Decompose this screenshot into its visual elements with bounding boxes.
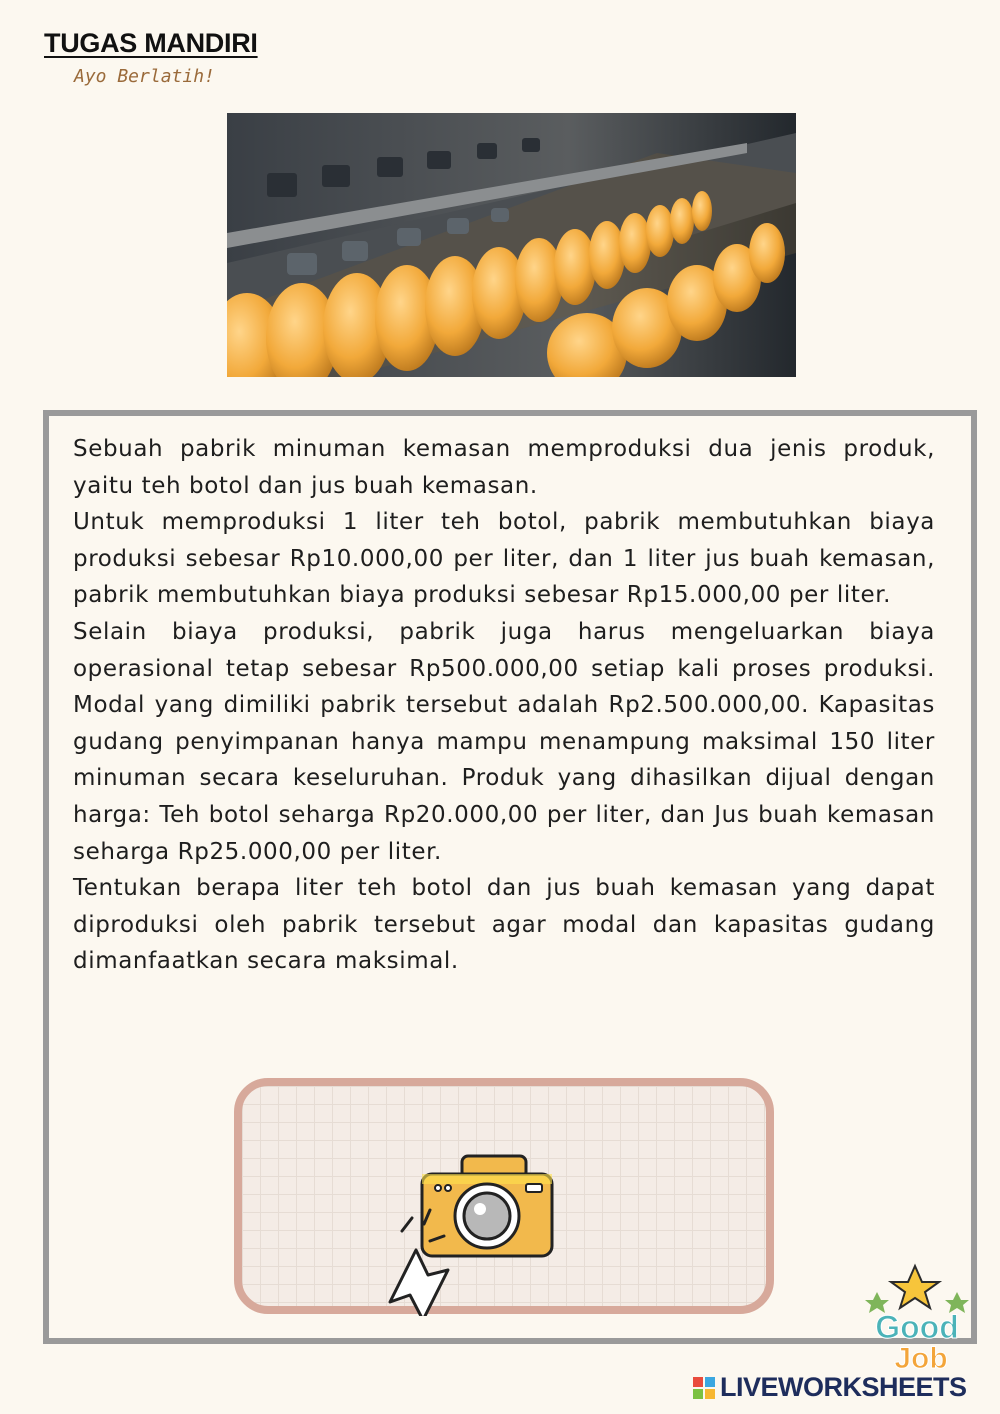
task-paragraph: Sebuah pabrik minuman kemasan memproduksi dua jenis produk, yaitu teh botol dan jus buah kemasan. bbox=[73, 436, 935, 499]
star-icon bbox=[865, 1266, 969, 1313]
good-job-line1: Good bbox=[875, 1309, 959, 1345]
task-paragraph: Untuk memproduksi 1 liter teh botol, pabrik membutuhkan biaya produksi sebesar Rp10.000,00 per liter, dan 1 liter jus buah kemasan, pabrik membutuhkan biaya produksi sebesar Rp15.000,00 per liter. bbox=[73, 509, 935, 609]
liveworksheets-logo bbox=[692, 1372, 967, 1403]
page-title: TUGAS MANDIRI bbox=[44, 28, 258, 58]
photo-upload-button[interactable] bbox=[234, 1078, 774, 1314]
task-text bbox=[73, 431, 935, 980]
liveworksheets-icon bbox=[692, 1376, 716, 1400]
good-job-line2: Job bbox=[894, 1342, 948, 1372]
bottling-line-photo bbox=[227, 113, 796, 377]
task-paragraph: Selain biaya produksi, pabrik juga harus mengeluarkan biaya operasional tetap sebesar Rp500.000,00 setiap kali proses produksi. Modal yang dimiliki pabrik tersebut adalah Rp2.500.000,00. Kapasitas gudang penyimpanan hanya mampu menampung maksimal 150 liter minuman secara keseluruhan. Produk yang dihasilkan dijual dengan harga: Teh botol seharga Rp20.000,00 per liter, dan Jus buah kemasan seharga Rp25.000,00 per liter. bbox=[73, 618, 935, 865]
camera-icon bbox=[422, 1156, 552, 1256]
good-job-sticker bbox=[855, 1262, 985, 1376]
brand-name: LIVEWORKSHEETS bbox=[720, 1372, 967, 1402]
page-subtitle: Ayo Berlatih! bbox=[74, 66, 215, 87]
task-paragraph: Tentukan berapa liter teh botol dan jus buah kemasan yang dapat diproduksi oleh pabrik tersebut agar modal dan kapasitas gudang dimanfaatkan secara maksimal. bbox=[73, 875, 935, 975]
task-frame bbox=[43, 410, 977, 1344]
